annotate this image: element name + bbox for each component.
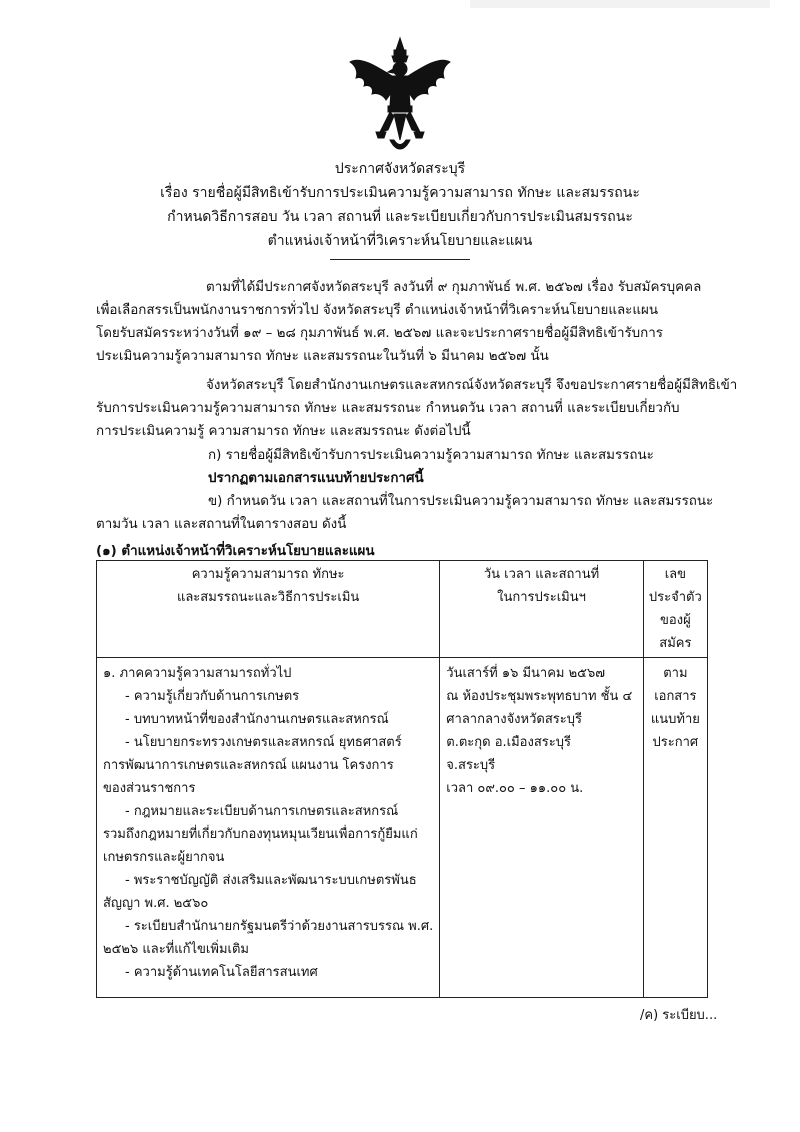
header-topics-line: และสมรรถนะและวิธีการประเมิน	[176, 590, 360, 605]
continuation-note: /ค) ระเบียบ...	[640, 1008, 718, 1023]
venue-line: จ.สระบุรี	[446, 758, 496, 773]
topic-item: - ความรู้เกี่ยวกับด้านการเกษตร	[125, 689, 300, 704]
venue-line: ศาลากลางจังหวัดสระบุรี	[446, 712, 582, 727]
topic-item: - ระเบียบสำนักนายกรัฐมนตรีว่าด้วยงานสารบรรณ พ.ศ.	[125, 919, 434, 934]
announcement-subject-line-1: เรื่อง รายชื่อผู้มีสิทธิเข้ารับการประเมินความรู้ความสามารถ ทักษะ และสมรรถนะ	[160, 185, 640, 201]
topic-item: ๒๕๒๖ และที่แก้ไขเพิ่มเติม	[103, 942, 249, 957]
header-venue-line: ในการประเมินฯ	[497, 590, 586, 605]
item-a: ก) รายชื่อผู้มีสิทธิเข้ารับการประเมินความรู้ความสามารถ ทักษะ และสมรรถนะ	[208, 448, 654, 463]
items-block	[96, 444, 714, 536]
header-applicant-ids-line: เลขประจำตัว	[648, 567, 702, 605]
applicant-ids-cell	[643, 658, 707, 998]
paragraph-1-line: เพื่อเลือกสรรเป็นพนักงานราชการทั่วไป จังหวัดสระบุรี ตำแหน่งเจ้าหน้าที่วิเคราะห์นโยบายและแผน	[96, 303, 658, 318]
venue-line: เวลา ๐๙.๐๐ – ๑๑.๐๐ น.	[446, 781, 584, 796]
topic-item: รวมถึงกฎหมายที่เกี่ยวกับกองทุนหมุนเวียนเพื่อการกู้ยืมแก่	[103, 827, 418, 842]
header-topics-line: ความรู้ความสามารถ ทักษะ	[191, 567, 345, 582]
header-venue	[440, 561, 643, 658]
venue-line: ต.ตะกุด อ.เมืองสระบุรี	[446, 735, 571, 750]
paragraph-2-line: จังหวัดสระบุรี โดยสำนักงานเกษตรและสหกรณ์จังหวัดสระบุรี จึงขอประกาศรายชื่อผู้มีสิทธิเข้า	[206, 378, 738, 393]
item-a-note: ปรากฏตามเอกสารแนบท้ายประกาศนี้	[208, 471, 424, 486]
announcement-subject-line-2: กำหนดวิธีการสอบ วัน เวลา สถานที่ และระเบียบเกี่ยวกับการประเมินสมรรถนะ	[167, 209, 633, 225]
paragraph-2-line: การประเมินความรู้ ความสามารถ ทักษะ และสมรรถนะ ดังต่อไปนี้	[96, 424, 471, 439]
scan-edge-shadow	[470, 0, 770, 8]
announcement-subject-line-3: ตำแหน่งเจ้าหน้าที่วิเคราะห์นโยบายและแผน	[267, 233, 533, 249]
venue-cell	[440, 658, 643, 998]
topic-item: ของส่วนราชการ	[103, 781, 196, 796]
topics-cell	[97, 658, 440, 998]
paragraph-2	[96, 374, 738, 443]
topic-item: - บทบาทหน้าที่ของสำนักงานเกษตรและสหกรณ์	[125, 712, 389, 727]
applicant-ids-line: แนบท้าย	[650, 712, 700, 727]
topic-item: เกษตรกรและผู้ยากจน	[103, 850, 225, 865]
header-applicant-ids	[643, 561, 707, 658]
schedule-section-title: (๑) ตำแหน่งเจ้าหน้าที่วิเคราะห์นโยบายและแผน	[96, 544, 375, 559]
header-applicant-ids-line: ของผู้สมัคร	[659, 613, 692, 651]
paragraph-2-line: รับการประเมินความรู้ความสามารถ ทักษะ และสมรรถนะ กำหนดวัน เวลา สถานที่ และระเบียบเกี่ยวกับ	[96, 401, 680, 416]
topic-item: ๑. ภาคความรู้ความสามารถทั่วไป	[103, 666, 292, 681]
table-row	[97, 658, 708, 998]
paragraph-1-line: ตามที่ได้มีประกาศจังหวัดสระบุรี ลงวันที่ ๙ กุมภาพันธ์ พ.ศ. ๒๕๖๗ เรื่อง รับสมัครบุคคล	[206, 280, 702, 295]
garuda-emblem	[346, 36, 454, 154]
header-topics	[97, 561, 440, 658]
schedule-table	[96, 560, 708, 998]
paragraph-1-line: ประเมินความรู้ความสามารถ ทักษะ และสมรรถนะในวันที่ ๖ มีนาคม ๒๕๖๗ นั้น	[96, 349, 549, 364]
venue-line: วันเสาร์ที่ ๑๖ มีนาคม ๒๕๖๗	[446, 666, 606, 681]
applicant-ids-line: ตามเอกสาร	[654, 666, 697, 704]
topic-item: สัญญา พ.ศ. ๒๕๖๐	[103, 896, 209, 911]
topic-item: - นโยบายกระทรวงเกษตรและสหกรณ์ ยุทธศาสตร์	[125, 735, 402, 750]
heading-divider	[330, 259, 470, 260]
announcement-issuer: ประกาศจังหวัดสระบุรี	[334, 161, 466, 177]
venue-line: ณ ห้องประชุมพระพุทธบาท ชั้น ๔	[446, 689, 633, 704]
item-b-line-2: ตามวัน เวลา และสถานที่ในตารางสอบ ดังนี้	[96, 517, 347, 532]
header-venue-line: วัน เวลา และสถานที่	[483, 567, 600, 582]
table-header-row	[97, 561, 708, 658]
topic-item: - พระราชบัญญัติ ส่งเสริมและพัฒนาระบบเกษตรพันธ	[125, 873, 417, 888]
topic-item: - ความรู้ด้านเทคโนโลยีสารสนเทศ	[125, 965, 318, 980]
paragraph-1	[96, 276, 704, 368]
applicant-ids-line: ประกาศ	[652, 735, 699, 750]
topic-item: การพัฒนาการเกษตรและสหกรณ์ แผนงาน โครงการ	[103, 758, 394, 773]
topic-item: - กฎหมายและระเบียบด้านการเกษตรและสหกรณ์	[125, 804, 399, 819]
paragraph-1-line: โดยรับสมัครระหว่างวันที่ ๑๙ – ๒๘ กุมภาพันธ์ พ.ศ. ๒๕๖๗ และจะประกาศรายชื่อผู้มีสิทธิเข้ารับการ	[96, 326, 663, 341]
item-b-line-1: ข) กำหนดวัน เวลา และสถานที่ในการประเมินความรู้ความสามารถ ทักษะ และสมรรถนะ	[208, 494, 714, 509]
